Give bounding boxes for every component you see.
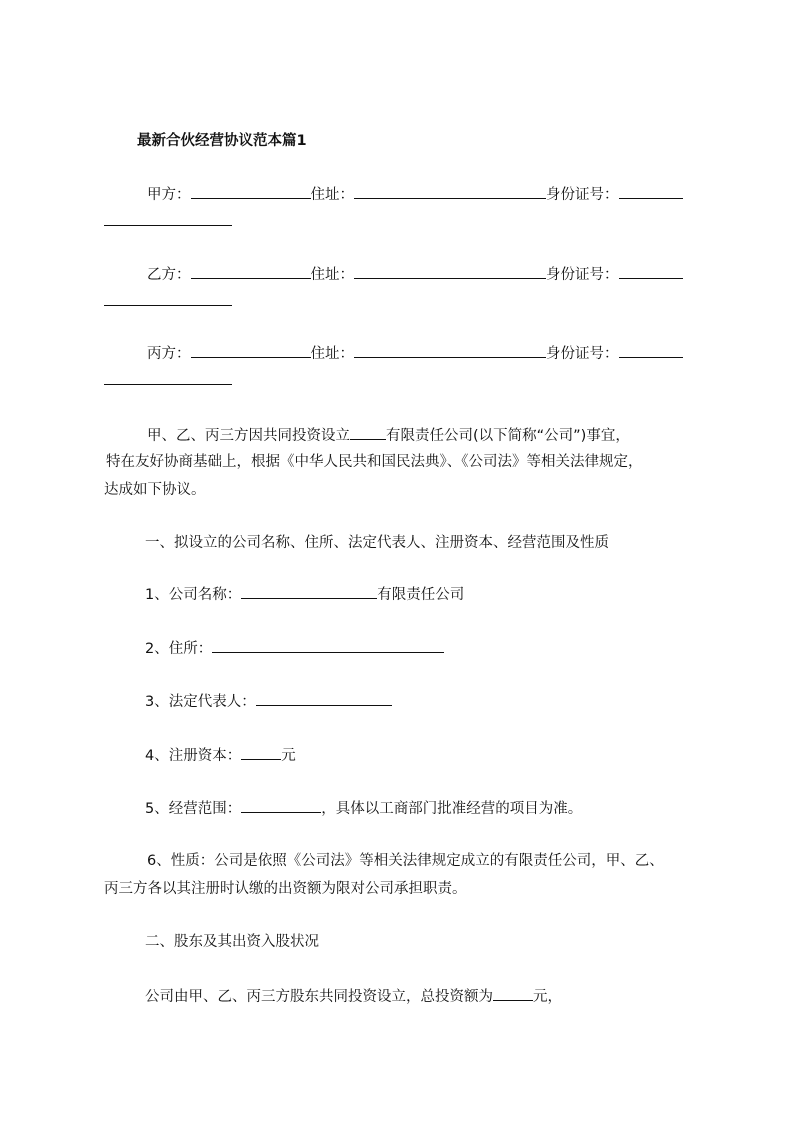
party-a-line: [147, 184, 683, 205]
section-1-item-4: [145, 745, 296, 766]
party-c-id-continuation: [104, 370, 232, 391]
item-1-suffix: 有限责任公司: [377, 587, 465, 603]
section-2-paragraph: [145, 986, 562, 1007]
party-b-label: 乙方：: [147, 267, 191, 283]
intro-line-3: 达成如下协议。: [104, 482, 206, 498]
item-4-suffix: 元: [281, 748, 296, 764]
item-4-blank: [241, 745, 281, 760]
item-3-blank: [256, 691, 392, 706]
section-1-item-6-line-1: 6、性质：公司是依照《公司法》等相关法律规定成立的有限责任公司，甲、乙、: [147, 853, 664, 869]
party-a-address-label: 住址：: [310, 187, 354, 203]
intro-text-1a: 甲、乙、丙三方因共同投资设立: [147, 428, 350, 444]
document-title: 最新合伙经营协议范本篇1: [137, 133, 307, 149]
party-b-address-blank: [354, 264, 546, 279]
party-a-id-blank: [619, 184, 683, 199]
item-1-label: 1、公司名称：: [145, 587, 242, 603]
party-a-label: 甲方：: [147, 187, 191, 203]
item-2-label: 2、住所：: [145, 641, 213, 657]
item-4-label: 4、注册资本：: [145, 748, 242, 764]
party-b-address-label: 住址：: [310, 267, 354, 283]
party-c-id-label: 身份证号：: [546, 346, 619, 362]
party-c-id-blank: [619, 343, 683, 358]
party-b-id-continuation: [104, 291, 232, 312]
section-1-item-3: [145, 691, 392, 712]
party-b-name-blank: [191, 264, 311, 279]
party-c-address-blank: [354, 343, 546, 358]
intro-line-2: 特在友好协商基础上，根据《中华人民共和国民法典》、《公司法》等相关法律规定，: [106, 454, 643, 470]
item-1-blank: [241, 584, 377, 599]
party-a-id-continuation: [104, 211, 232, 232]
party-a-address-blank: [354, 184, 546, 199]
item-5-label: 5、经营范围：: [145, 801, 242, 817]
section-2-heading: 二、股东及其出资入股状况: [145, 934, 319, 950]
party-c-line: [147, 343, 683, 364]
company-name-blank: [350, 425, 386, 440]
intro-line-1: [147, 425, 630, 446]
intro-text-1b: 有限责任公司(以下简称“公司”)事宜，: [386, 428, 630, 444]
party-b-id-blank: [619, 264, 683, 279]
party-c-name-blank: [191, 343, 311, 358]
party-c-label: 丙方：: [147, 346, 191, 362]
total-investment-blank: [493, 986, 533, 1001]
item-2-blank: [212, 638, 444, 653]
party-a-id-label: 身份证号：: [546, 187, 619, 203]
section-1-item-5: [145, 798, 582, 819]
party-c-id-blank-cont: [104, 370, 232, 385]
party-b-id-blank-cont: [104, 291, 232, 306]
section-2-text-b: 元，: [533, 989, 562, 1005]
section-1-heading: 一、拟设立的公司名称、住所、法定代表人、注册资本、经营范围及性质: [145, 535, 609, 551]
section-2-text-a: 公司由甲、乙、丙三方股东共同投资设立，总投资额为: [145, 989, 493, 1005]
item-5-suffix: ，具体以工商部门批准经营的项目为准。: [321, 801, 583, 817]
item-3-label: 3、法定代表人：: [145, 694, 256, 710]
party-a-name-blank: [191, 184, 311, 199]
party-b-id-label: 身份证号：: [546, 267, 619, 283]
party-c-address-label: 住址：: [310, 346, 354, 362]
section-1-item-6-line-2: 丙三方各以其注册时认缴的出资额为限对公司承担职责。: [104, 881, 467, 897]
party-a-id-blank-cont: [104, 211, 232, 226]
item-5-blank: [241, 798, 321, 813]
party-b-line: [147, 264, 683, 285]
section-1-item-2: [145, 638, 444, 659]
section-1-item-1: [145, 584, 464, 605]
